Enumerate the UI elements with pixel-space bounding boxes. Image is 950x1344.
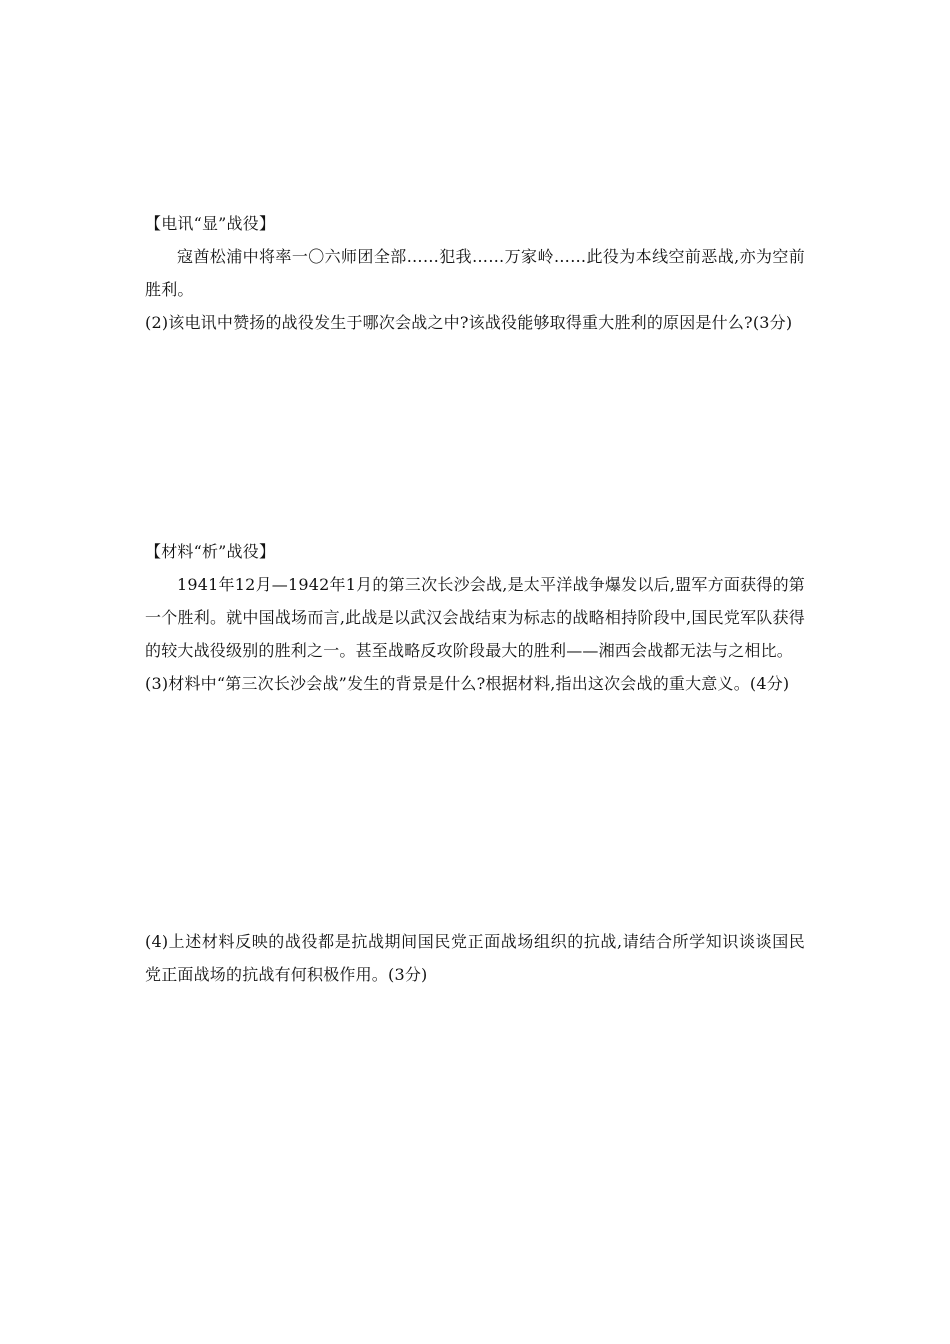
material-paragraph: 1941年12月—1942年1月的第三次长沙会战,是太平洋战争爆发以后,盟军方面获得的第一个胜利。就中国战场而言,此战是以武汉会战结束为标志的战略相持阶段中,国民党军队获得的较大战役级别的胜利之一。甚至战略反攻阶段最大的胜利——湘西会战都无法与之相比。 (145, 575, 805, 660)
section-heading: 【材料“析”战役】 (145, 542, 276, 561)
question-4: (4)上述材料反映的战役都是抗战期间国民党正面战场组织的抗战,请结合所学知识谈谈国民党正面战场的抗战有何积极作用。(3分) (145, 932, 805, 984)
question-2: (2)该电讯中赞扬的战役发生于哪次会战之中?该战役能够取得重大胜利的原因是什么?(3分) (145, 313, 793, 332)
section-material-battle (145, 535, 805, 700)
question-3: (3)材料中“第三次长沙会战”发生的背景是什么?根据材料,指出这次会战的重大意义。(4分) (145, 674, 790, 693)
material-paragraph: 寇酋松浦中将率一〇六师团全部……犯我……万家岭……此役为本线空前恶战,亦为空前胜利。 (145, 247, 805, 299)
section-telegram-battle (145, 207, 805, 339)
section-heading: 【电讯“显”战役】 (145, 214, 276, 233)
section-question-4 (145, 925, 805, 991)
